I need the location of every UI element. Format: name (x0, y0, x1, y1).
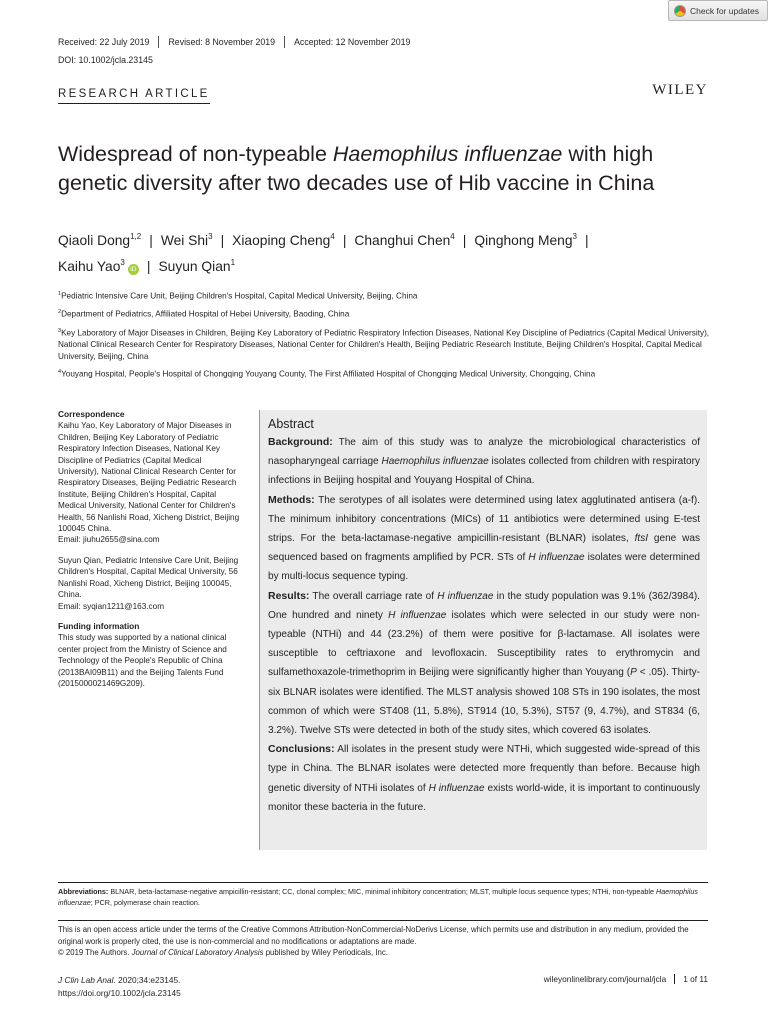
author[interactable]: Qiaoli Dong$^{1,2}$ (58, 232, 142, 248)
correspondence-entry: Kaihu Yao, Key Laboratory of Major Diseases in Children, Beijing Key Laboratory of Pediatric Respiratory Infection Diseases, National Key Discipline of Pediatrics (Capital Medical University), National Clinical Research Center for Respiratory Diseases, Beijing Pediatric Research Institute, Beijing Children's Hospital, Capital Medical University, National Center for Children's Health, 56 Nanlishi Road, Xicheng District, Beijing 100045 China. Email: jiuhu2655@sina.com (58, 421, 240, 545)
correspondence-heading: Correspondence (58, 409, 125, 419)
abstract-background: Background: The aim of this study was to analyze the microbiological characteristics of nasopharyngeal carriage Haemophilus influenzae isolates collected from children with respiratory infections in Beijing hospital and Youyang Hospital of China. (268, 436, 701, 487)
doi-link[interactable]: https://doi.org/10.1002/jcla.23145 (58, 987, 181, 998)
check-for-updates-button[interactable] (668, 0, 768, 21)
author[interactable]: Suyun Qian$^1$ (158, 258, 236, 274)
revised-date: Revised: 8 November 2019 (158, 36, 284, 48)
article-title: Widespread of non-typeable Haemophilus influenzae with high genetic diversity after two decades use of Hib vaccine in China (58, 142, 655, 195)
crossmark-icon (674, 5, 686, 17)
author[interactable]: Qinghong Meng$^3$ (474, 232, 577, 248)
sidebar (58, 409, 242, 698)
footer-citation: J Clin Lab Anal. 2020;34:e23145. https://doi.org/10.1002/jcla.23145 (58, 975, 181, 998)
affiliation: $^3$Key Laboratory of Major Diseases in Children, Beijing Key Laboratory of Pediatric Respiratory Infection Diseases, National Key Discipline of Pediatrics (Capital Medical University), National Clinical Research Center for Respiratory Diseases, National Center for Children's Health, Beijing Pediatric Research Institute, Beijing Children's Hospital, Capital Medical University, Beijing, China (58, 327, 710, 361)
check-for-updates-label: Check for updates (690, 5, 759, 16)
email-link[interactable]: Email: syqian1211@163.com (58, 601, 165, 611)
abstract-conclusions: Conclusions: All isolates in the present study were NTHi, which suggested wide-spread of this type in China. The BLNAR isolates were detected more frequently than before. Because high genetic diversity of NTHi isolates of H influenzae exists world-wide, it is important to continuously monitor these bacteria in the future. (268, 743, 700, 813)
affiliation: $^2$Department of Pediatrics, Affiliated Hospital of Hebei University, Baoding, China (58, 309, 350, 320)
author[interactable]: Changhui Chen$^4$ (354, 232, 455, 248)
doi[interactable]: DOI: 10.1002/jcla.23145 (58, 55, 153, 65)
footer-right (544, 974, 708, 984)
affiliation: $^1$Pediatric Intensive Care Unit, Beijing Children's Hospital, Capital Medical University, Beijing, China (58, 291, 418, 301)
abbreviations: Abbreviations: BLNAR, beta-lactamase-negative ampicillin-resistant; CC, clonal complex; MIC, minimal inhibitory concentration; MLST, multiple locus sequence types; NTHi, non-typeable Haemophilus influenzae; PCR, polymerase chain reaction. (58, 882, 708, 908)
article-dates (58, 36, 419, 48)
affiliations (58, 289, 713, 386)
author[interactable]: Xiaoping Cheng$^4$ (232, 232, 335, 248)
author-list: Qiaoli Dong$^{1,2}$ | Wei Shi$^3$ | Xiaoping Cheng$^4$ | Changhui Chen$^4$ | Qinghong Meng$^3$ | Kaihu Yao$^3$iD | Suyun Qian$^1$ (58, 232, 589, 274)
page-number: 1 of 11 (674, 974, 708, 984)
abstract-methods: Methods: The serotypes of all isolates were determined using latex agglutinated antisera (a-f). The minimum inhibitory concentrations (MICs) of 11 antibiotics were determined using E-test strips. For the beta-lactamase-negative ampicillin-resistant (BLNAR) isolates, ftsI gene was sequenced based on fragments amplified by PCR. STs of H influenzae isolates were determined by multi-locus sequence typing. (268, 493, 701, 583)
license-notice: This is an open access article under the terms of the Creative Commons Attribution-NonCommercial-NoDerivs License, which permits use and distribution in any medium, provided the original work is properly cited, the use is non-commercial and no modifications or adaptations are made. © 2019 The Authors. Journal of Clinical Laboratory Analysis published by Wiley Periodicals, Inc. (58, 920, 708, 959)
funding-heading: Funding information (58, 620, 140, 631)
accepted-date: Accepted: 12 November 2019 (284, 36, 419, 48)
author[interactable]: Wei Shi$^3$ (160, 232, 213, 248)
article-type: RESEARCH ARTICLE (58, 88, 210, 104)
received-date: Received: 22 July 2019 (58, 37, 150, 47)
abstract-box (259, 410, 707, 850)
author[interactable]: Kaihu Yao$^3$iD (58, 259, 139, 274)
abstract-results: Results: The overall carriage rate of H influenzae in the study population was 9.1% (362/3984). One hundred and ninety H influenzae isolates which were selected in our study were non-typeable (NTHi) and 44 (23.2%) of them were positive for β-lactamase. All isolates were susceptible to ceftriaxone and levofloxacin. Susceptibility rates to erythromycin and sulfamethoxazole-trimethoprim in Beijing were significantly higher than Youyang (P < .05). Thirty-six BLNAR isolates were identified. The MLST analysis showed 108 STs in 190 isolates, the most common of which were ST408 (11, 5.8%), ST914 (10, 5.3%), ST57 (9, 4.7%), and ST834 (6, 3.2%). Twelve STs were detected in both of the study sites, which covered 63 isolates. (268, 589, 700, 737)
publisher-logo: WILEY (652, 82, 708, 98)
funding-text: This study was supported by a national clinical center project from the Ministry of Science and Technology of the People's Republic of China (2013BAI09B11) and the Beijing Talents Fund (2015000021469G209). (58, 633, 227, 688)
correspondence-entry: Suyun Qian, Pediatric Intensive Care Unit, Beijing Children's Hospital, Capital Medical University, 56 Nanlishi Road, Xicheng District, Beijing 100045, China. Email: syqian1211@163.com (58, 555, 239, 611)
affiliation: $^4$Youyang Hospital, People's Hospital of Chongqing Youyang County, The First Affiliated Hospital of Chongqing Medical University, Chongqing, China (58, 369, 596, 379)
email-link[interactable]: Email: jiuhu2655@sina.com (58, 535, 160, 545)
journal-site-link[interactable]: wileyonlinelibrary.com/journal/jcla (543, 974, 667, 984)
abstract-heading: Abstract (268, 417, 314, 431)
orcid-icon[interactable]: iD (128, 264, 139, 275)
